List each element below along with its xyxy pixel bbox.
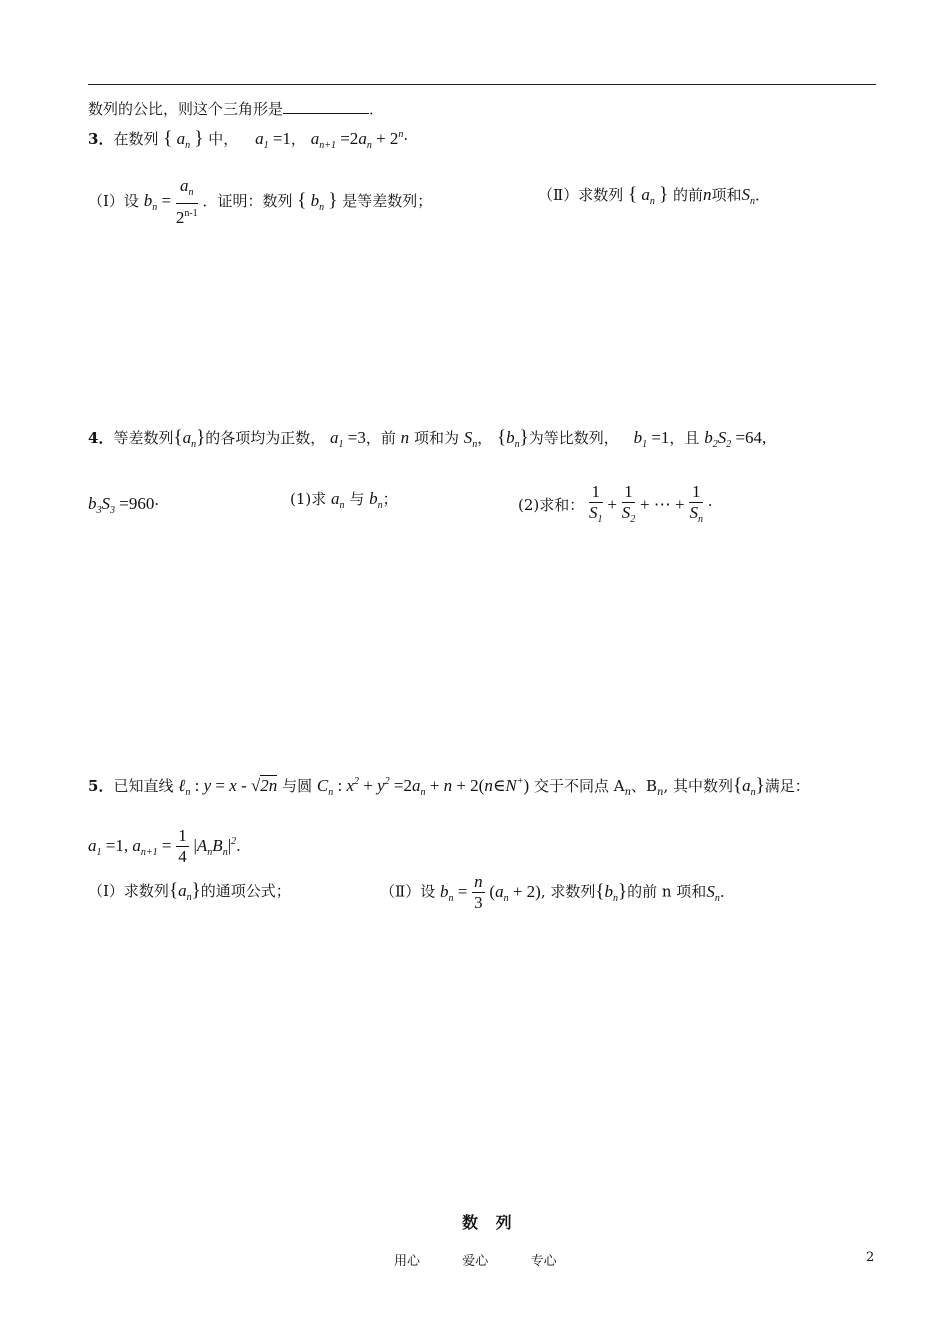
question-3-part-2: （Ⅱ）求数列 { $a_n$ } 的前n项和$S_n$． <box>538 184 771 207</box>
question-4-stem: 4．等差数列$\{a_n\}$的各项均为正数， $a_1 =3$，前 n 项和为 $S_n$， $\{b_n\}$为等比数列， $b_1 =1$，且 $b_2S_2 =64$, <box>88 427 767 450</box>
formula: $\{a_n\}$ <box>173 427 206 450</box>
fraction: $\frac{1}{S_n}$ <box>689 482 703 525</box>
formula: $(a_n + 2)$ <box>489 881 541 904</box>
footer-motto <box>394 1250 557 1269</box>
question-3-part-1: （Ⅰ）设 $b_n$ = $\frac{a_n}{2^{n-1}}$ ．证明：数列 { $b_n$ } 是等差数列； <box>88 176 433 227</box>
formula: { $a_n$ } <box>627 184 669 207</box>
formula: { $a_n$ } <box>163 128 204 151</box>
question-4-part-1: (1)求 $a_n$ 与 $b_n$； <box>290 489 398 511</box>
question-5-part-2: （Ⅱ）设 $b_n$ = $\frac{n}{3}$ $(a_n + 2)$, 求数列$\{b_n\}$的前 n 项和$S_n$． <box>380 872 735 912</box>
formula: $\{b_n\}$ <box>497 427 529 450</box>
fraction: $\frac{1}{S_1}$ <box>589 482 603 525</box>
formula: $|A_nB_n|^2$ <box>193 835 237 858</box>
question-number: 4 <box>88 429 99 447</box>
formula: $a_n$ <box>331 489 345 511</box>
question-5-part-1: （Ⅰ）求数列$\{a_n\}$的通项公式； <box>88 880 291 903</box>
formula: $a_1 =1$ <box>255 129 291 151</box>
motto-3: 专心 <box>530 1254 557 1269</box>
motto-1: 用心 <box>394 1254 421 1269</box>
formula: $S_n$ <box>741 185 756 207</box>
fraction: $\frac{a_n}{2^{n-1}}$ <box>175 176 198 227</box>
formula: $S_n$ <box>463 428 478 450</box>
formula: $C_n$ : $x^2 + y^2 =2a_n + n$ + 2(n∈N+) <box>316 776 530 798</box>
question-3-stem: 3．在数列 { $a_n$ } 中， $a_1 =1$， $a_{n+1} =2a_n + 2^n\cdot$ <box>88 128 409 151</box>
formula: { $b_n$ } <box>297 190 338 213</box>
formula: $b_2S_2 =64$, <box>704 428 767 450</box>
fraction: $\frac{1}{4}$ <box>178 826 187 866</box>
page-number: 2 <box>866 1250 875 1265</box>
fraction: $\frac{n}{3}$ <box>474 872 483 912</box>
formula: n <box>400 428 410 447</box>
question-4-part-2: (2)求和： $\frac{1}{S_1}$ + $\frac{1}{S_2}$ + ⋯ + $\frac{1}{S_n}$ · <box>518 482 713 530</box>
formula: $b_n$ = <box>143 191 172 213</box>
question-number: 3 <box>88 130 99 148</box>
formula: $\{a_n\}$ <box>168 880 201 903</box>
formula: $a_1 =3$ <box>330 428 366 450</box>
question-5-stem: 5．已知直线 ℓ$_n$ : y = x - √2n 与圆 $C_n$ : $x^2 + y^2 =2a_n + n$ + 2(n∈N+) 交于不同点 $A_n$、$B_n$, 其中数列$\{a_n\}$满足： <box>88 775 810 798</box>
formula: $b_3S_3 =960$ <box>88 494 155 516</box>
formula: ℓ$_n$ : y = x - √2n <box>178 776 278 798</box>
formula: $b_1 =1$ <box>633 428 670 450</box>
formula: $a_1 =1$, $a_{n+1}$ = <box>88 835 172 858</box>
formula: n <box>703 185 712 204</box>
footer-title: 数 列 <box>462 1213 518 1232</box>
formula: $S_n$ <box>706 881 720 904</box>
question-number: 5 <box>88 777 99 795</box>
formula: $a_{n+1} =2a_n + 2^n$ <box>310 129 404 151</box>
formula: $b_n$ = <box>439 881 468 904</box>
header-rule <box>88 84 876 85</box>
formula: $b_n$ <box>369 489 383 511</box>
answer-blank <box>283 99 369 114</box>
fraction: $\frac{1}{S_2}$ <box>621 482 636 525</box>
question-5-condition: $a_1 =1$, $a_{n+1}$ = $\frac{1}{4}$ $|A_nB_n|^2$． <box>88 826 252 866</box>
continuation-text: 数列的公比，则这个三角形是 <box>88 100 284 118</box>
continuation-line: 数列的公比，则这个三角形是 ． <box>88 100 385 118</box>
formula: $\{a_n\}$ <box>733 775 765 798</box>
question-4-condition: $b_3S_3 =960\cdot$ <box>88 494 160 516</box>
formula: $\{b_n\}$ <box>595 880 628 904</box>
motto-2: 爱心 <box>462 1254 489 1269</box>
